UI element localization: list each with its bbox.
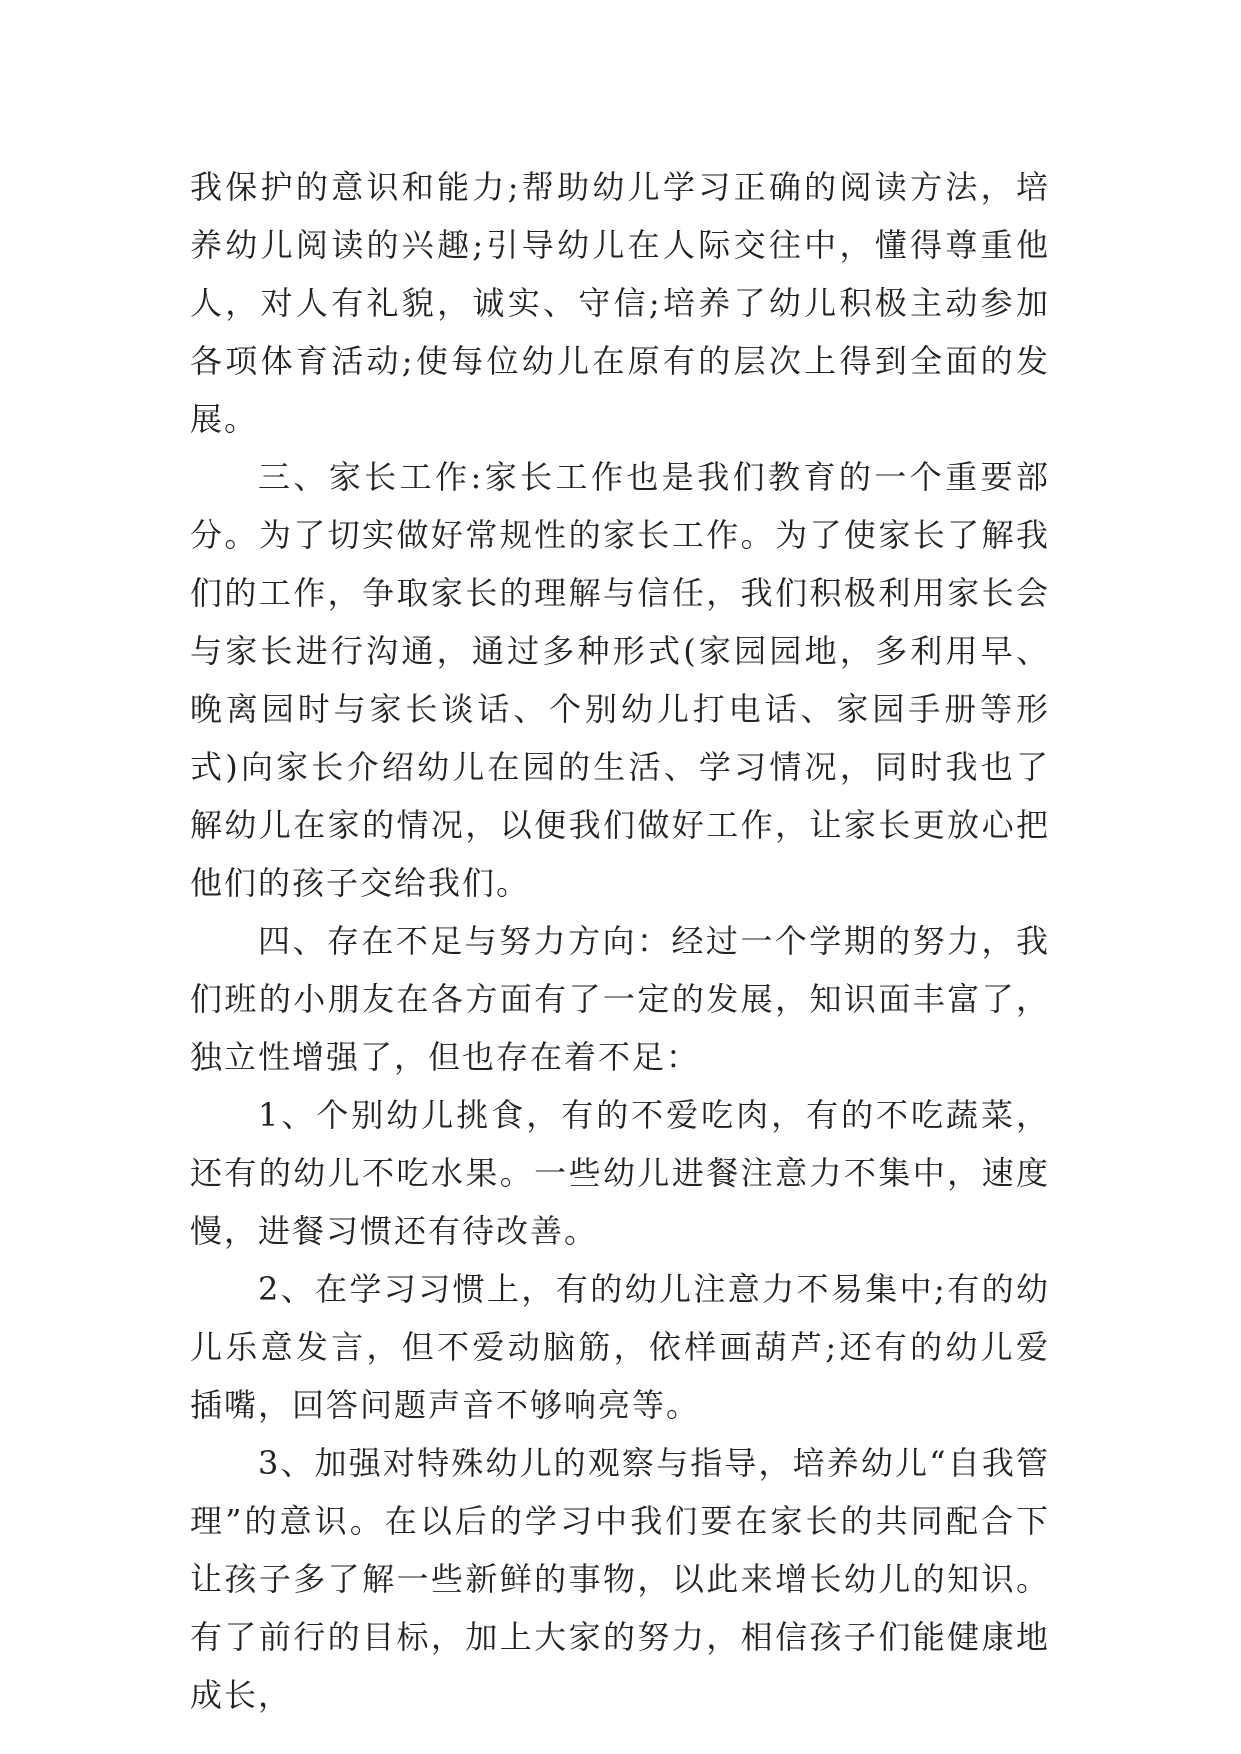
paragraph-item-2-study-habits: 2、在学习习惯上，有的幼儿注意力不易集中;有的幼儿乐意发言，但不爱动脑筋，依样画葫芦;还有的幼儿爱插嘴，回答问题声音不够响亮等。 (190, 1270, 1050, 1424)
paragraph-self-protection: 我保护的意识和能力;帮助幼儿学习正确的阅读方法，培养幼儿阅读的兴趣;引导幼儿在人际交往中，懂得尊重他人，对人有礼貌，诚实、守信;培养了幼儿积极主动参加各项体育活动;使每位幼儿在原有的层次上得到全面的发展。 (190, 168, 1050, 438)
paragraph-item-1-eating: 1、个别幼儿挑食，有的不爱吃肉，有的不吃蔬菜，还有的幼儿不吃水果。一些幼儿进餐注意力不集中，速度慢，进餐习惯还有待改善。 (190, 1096, 1050, 1250)
document-body (190, 158, 1050, 1724)
paragraph-parent-work: 三、家长工作:家长工作也是我们教育的一个重要部分。为了切实做好常规性的家长工作。为了使家长了解我们的工作，争取家长的理解与信任，我们积极利用家长会与家长进行沟通，通过多种形式(家园园地，多利用早、晚离园时与家长谈话、个别幼儿打电话、家园手册等形式)向家长介绍幼儿在园的生活、学习情况，同时我也了解幼儿在家的情况，以便我们做好工作，让家长更放心把他们的孩子交给我们。 (190, 458, 1050, 902)
paragraph-item-3-guidance: 3、加强对特殊幼儿的观察与指导，培养幼儿“自我管理”的意识。在以后的学习中我们要在家长的共同配合下让孩子多了解一些新鲜的事物，以此来增长幼儿的知识。有了前行的目标，加上大家的努力，相信孩子们能健康地成长， (190, 1444, 1050, 1714)
paragraph-shortcomings: 四、存在不足与努力方向：经过一个学期的努力，我们班的小朋友在各方面有了一定的发展，知识面丰富了，独立性增强了，但也存在着不足： (190, 922, 1050, 1076)
